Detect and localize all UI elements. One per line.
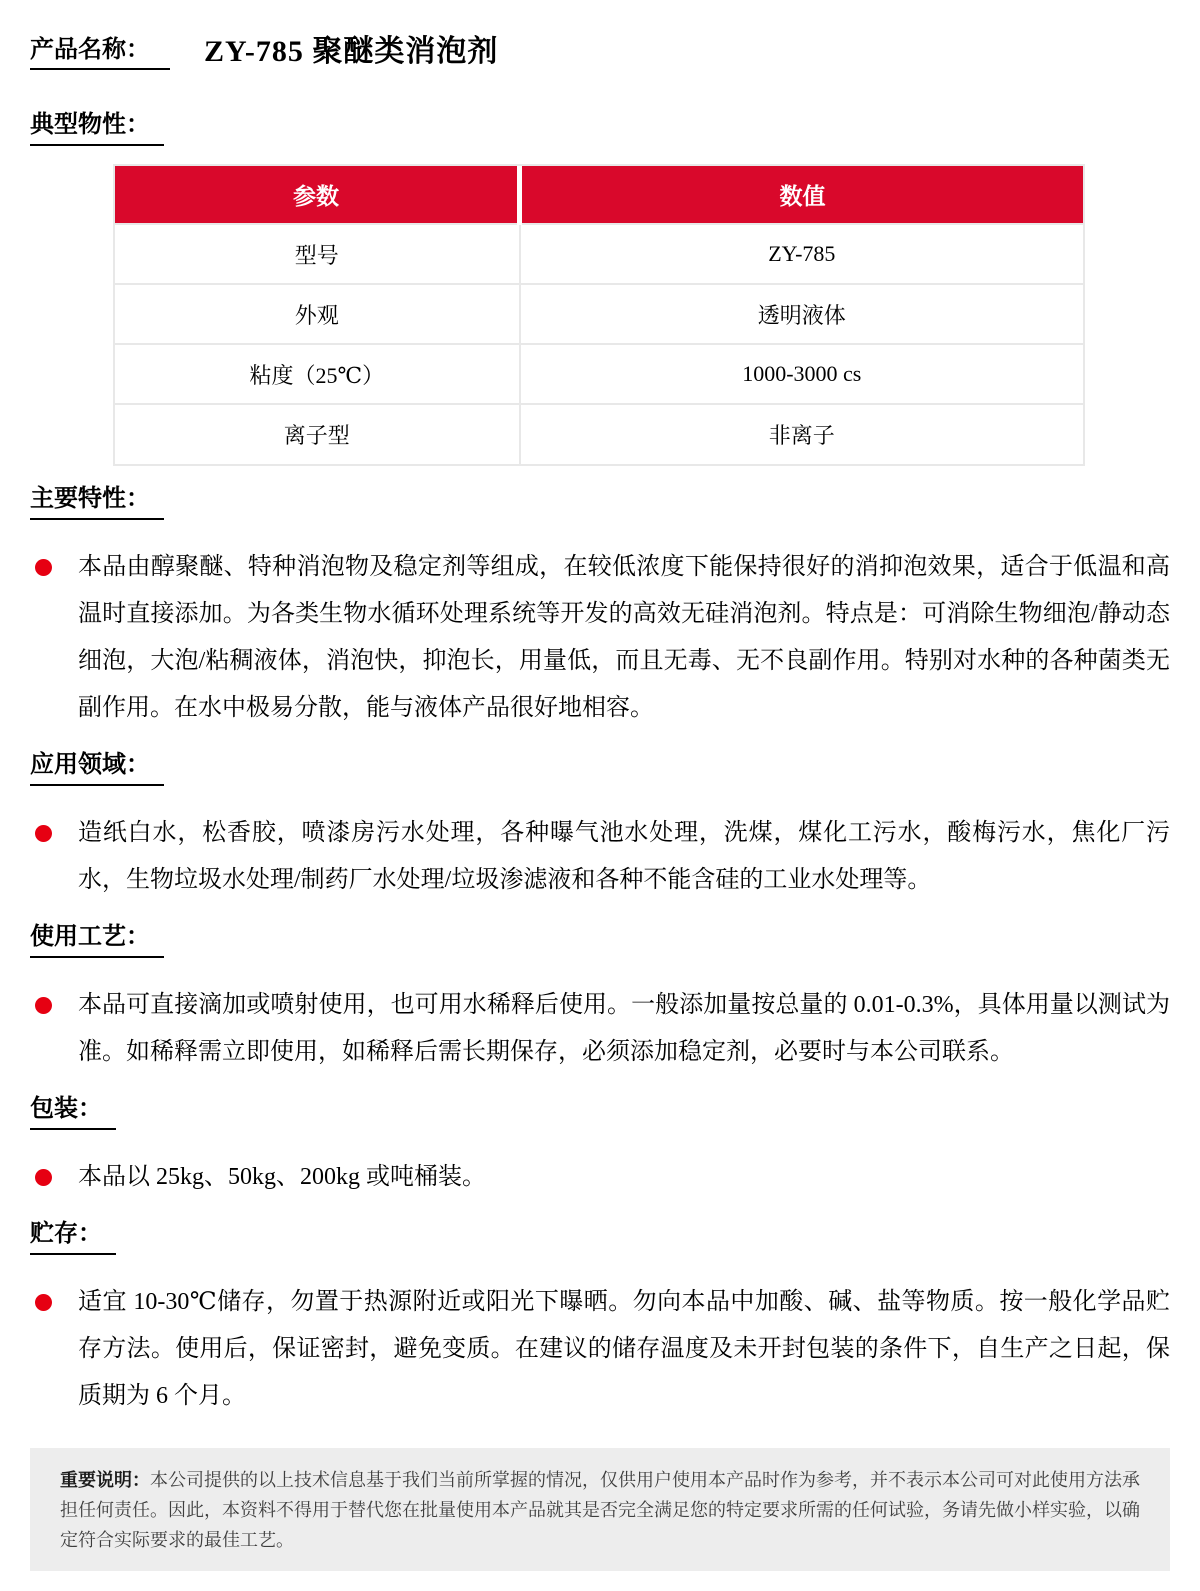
disclaimer-label: 重要说明： xyxy=(60,1470,150,1490)
cell-parameter: 离子型 xyxy=(115,404,520,464)
packaging-text: 本品以 25kg、50kg、200kg 或吨桶装。 xyxy=(78,1164,486,1190)
disclaimer-paragraph xyxy=(60,1465,1140,1555)
section-typical-properties xyxy=(30,110,1170,466)
storage-heading: 贮存： xyxy=(30,1219,116,1255)
properties-table xyxy=(113,164,1085,466)
cell-value: ZY-785 xyxy=(520,224,1083,284)
typical-properties-heading: 典型物性： xyxy=(30,110,164,146)
bullet-item xyxy=(30,810,1170,904)
packaging-heading: 包装： xyxy=(30,1094,116,1130)
bullet-item xyxy=(30,982,1170,1076)
cell-parameter: 型号 xyxy=(115,224,520,284)
bullet-dot-icon xyxy=(35,825,52,842)
bullet-item xyxy=(30,544,1170,732)
cell-value: 非离子 xyxy=(520,404,1083,464)
table-row xyxy=(115,224,1083,284)
bullet-dot-icon xyxy=(35,1169,52,1186)
main-characteristics-text: 本品由醇聚醚、特种消泡物及稳定剂等组成，在较低浓度下能保持很好的消抑泡效果，适合于低温和高温时直接添加。为各类生物水循环处理系统等开发的高效无硅消泡剂。特点是：可消除生物细泡/静动态细泡，大泡/粘稠液体，消泡快，抑泡长，用量低，而且无毒、无不良副作用。特别对水种的各种菌类无副作用。在水中极易分散，能与液体产品很好地相容。 xyxy=(78,554,1170,721)
application-fields-text: 造纸白水，松香胶，喷漆房污水处理，各种曝气池水处理，洗煤，煤化工污水，酸梅污水，焦化厂污水，生物垃圾水处理/制药厂水处理/垃圾渗滤液和各种不能含硅的工业水处理等。 xyxy=(78,820,1170,893)
cell-value: 1000-3000 cs xyxy=(520,344,1083,404)
column-header-parameter: 参数 xyxy=(115,166,520,224)
page-title: ZY-785 聚醚类消泡剂 xyxy=(204,35,499,68)
table-row xyxy=(115,404,1083,464)
section-main-characteristics xyxy=(30,484,1170,732)
bullet-dot-icon xyxy=(35,559,52,576)
bullet-item xyxy=(30,1279,1170,1420)
title-row xyxy=(30,26,1170,70)
storage-text: 适宜 10-30℃储存，勿置于热源附近或阳光下曝晒。勿向本品中加酸、碱、盐等物质。按一般化学品贮存方法。使用后，保证密封，避免变质。在建议的储存温度及未开封包装的条件下，自生产之日起，保质期为 6 个月。 xyxy=(78,1289,1170,1409)
bullet-dot-icon xyxy=(35,997,52,1014)
table-header-row xyxy=(115,166,1083,224)
product-name-label: 产品名称： xyxy=(30,29,170,70)
application-fields-heading: 应用领域： xyxy=(30,750,164,786)
cell-parameter: 粘度（25℃） xyxy=(115,344,520,404)
cell-value: 透明液体 xyxy=(520,284,1083,344)
properties-table-grid xyxy=(115,166,1083,464)
section-storage xyxy=(30,1219,1170,1420)
section-usage-process xyxy=(30,922,1170,1076)
main-characteristics-heading: 主要特性： xyxy=(30,484,164,520)
bullet-dot-icon xyxy=(35,1294,52,1311)
disclaimer-box xyxy=(30,1448,1170,1571)
table-row xyxy=(115,344,1083,404)
cell-parameter: 外观 xyxy=(115,284,520,344)
usage-process-heading: 使用工艺： xyxy=(30,922,164,958)
section-packaging xyxy=(30,1094,1170,1201)
section-application-fields xyxy=(30,750,1170,904)
bullet-item xyxy=(30,1154,1170,1201)
table-row xyxy=(115,284,1083,344)
column-header-value: 数值 xyxy=(520,166,1083,224)
usage-process-text: 本品可直接滴加或喷射使用，也可用水稀释后使用。一般添加量按总量的 0.01-0.3%，具体用量以测试为准。如稀释需立即使用，如稀释后需长期保存，必须添加稳定剂，必要时与本公司联系。 xyxy=(78,992,1170,1065)
disclaimer-text: 本公司提供的以上技术信息基于我们当前所掌握的情况，仅供用户使用本产品时作为参考，并不表示本公司可对此使用方法承担任何责任。因此，本资料不得用于替代您在批量使用本产品就其是否完全满足您的特定要求所需的任何试验，务请先做小样实验，以确定符合实际要求的最佳工艺。 xyxy=(60,1470,1140,1550)
